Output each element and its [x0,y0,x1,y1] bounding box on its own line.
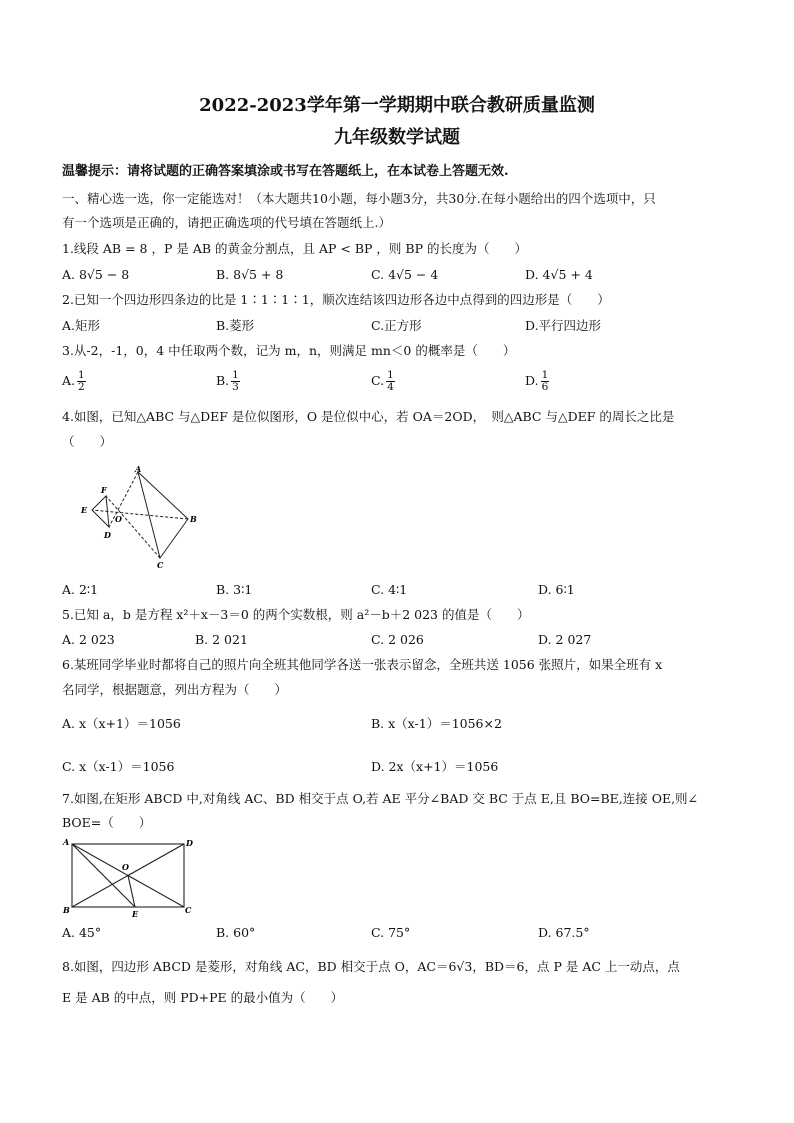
q7-option-d: D. 67.5° [538,925,590,940]
q6-option-b: B. x（x-1）＝1056×2 [371,716,502,731]
question-8-stem: 8.如图，四边形 ABCD 是菱形，对角线 AC，BD 相交于点 O，AC＝6√3，BD＝6，点 P 是 AC 上一动点，点 [62,959,680,974]
q2-option-d: D.平行四边形 [525,318,602,333]
q6-option-a: A. x（x+1）＝1056 [62,716,181,731]
q6-option-d: D. 2x（x+1）＝1056 [371,759,499,774]
question-6-stem-cont: 名同学，根据题意，列出方程为（ ） [62,682,288,697]
q6-option-c: C. x（x-1）＝1056 [62,759,175,774]
label-b: B [190,514,197,524]
q4-option-d: D. 6∶1 [538,582,575,597]
q5-option-c: C. 2 026 [371,632,424,647]
q4-option-b: B. 3∶1 [216,582,253,597]
label-d: D [104,530,111,540]
q7-option-b: B. 60° [216,925,256,940]
exam-subtitle: 九年级数学试题 [334,127,460,148]
label-o: O [115,514,122,524]
q3-option-b-fraction: $\frac{1}{3}$ [232,369,239,393]
question-6-stem: 6.某班同学毕业时都将自己的照片向全班其他同学各送一张表示留念，全班共送 1056 张照片，如果全班有 x [62,657,663,672]
question-2-stem: 2.已知一个四边形四条边的比是 1∶1∶1∶1，顺次连结该四边形各边中点得到的四边形是（ ） [62,292,610,307]
question-3-stem: 3.从-2，-1，0，4 中任取两个数，记为 m，n，则满足 mn＜0 的概率是（ ） [62,343,516,358]
bisector-ae [72,844,135,907]
q7-option-a: A. 45° [62,925,102,940]
q3-option-a-fraction: $\frac{1}{2}$ [78,369,85,393]
q3-option-d-fraction: $\frac{1}{6}$ [541,369,549,393]
q1-option-c: C. 4√5 − 4 [371,267,439,282]
q3-option-c-label: C. [371,373,385,388]
q1-option-b: B. 8√5 + 8 [216,267,284,282]
question-8-stem-cont: E 是 AB 的中点，则 PD+PE 的最小值为（ ） [62,990,344,1005]
q7-option-c: C. 75° [371,925,411,940]
q3-option-d-label: D. [525,373,539,388]
q3-option-c-fraction: $\frac{1}{4}$ [387,369,394,393]
q2-option-b: B.菱形 [216,318,255,333]
q3-option-a-label: A. [62,373,76,388]
question-7-stem: 7.如图,在矩形 ABCD 中,对角线 AC、BD 相交于点 O,若 AE 平分∠BAD 交 BC 于点 E,且 BO=BE,连接 OE,则∠ [62,791,699,806]
q4-homothety-figure [70,462,200,570]
q3-option-c [371,370,395,393]
section-instructions-line1: 一、精心选一选，你一定能选对！（本大题共10小题，每小题3分，共30分.在每小题给出的四个选项中，只 [62,191,656,206]
label-o: O [122,862,129,872]
question-1-stem: 1.线段 AB = 8 ，P 是 AB 的黄金分割点，且 AP < BP ，则 BP 的长度为（ ） [62,241,527,256]
exam-title: 2022-2023学年第一学期期中联合教研质量监测 [199,95,595,116]
q2-option-c: C.正方形 [371,318,422,333]
label-c: C [157,560,164,570]
label-c: C [185,905,192,915]
question-5-stem: 5.已知 a，b 是方程 x²＋x－3＝0 的两个实数根，则 a²－b＋2 023 的值是（ ） [62,607,530,622]
label-e: E [81,505,88,515]
q3-option-b [216,370,240,393]
question-4-stem: 4.如图，已知△ABC 与△DEF 是位似图形，O 是位似中心，若 OA＝2OD， 则△ABC 与△DEF 的周长之比是 [62,409,675,424]
question-7-stem-cont: BOE=（ ） [62,815,152,830]
q3-option-a [62,370,86,393]
q4-option-a: A. 2∶1 [62,582,99,597]
q5-option-b: B. 2 021 [195,632,248,647]
label-f: F [101,485,107,495]
q5-option-a: A. 2 023 [62,632,115,647]
label-a: A [63,837,70,847]
section-instructions-line2: 有一个选项是正确的，请把正确选项的代号填在答题纸上.） [62,215,391,230]
q5-option-d: D. 2 027 [538,632,592,647]
notice: 温馨提示：请将试题的正确答案填涂或书写在答题纸上，在本试卷上答题无效. [62,164,509,179]
q2-option-a: A.矩形 [62,318,101,333]
segment-oe [128,876,135,908]
q1-option-a: A. 8√5 − 8 [62,267,130,282]
label-b: B [63,905,70,915]
q3-option-d [525,370,549,393]
label-d: D [186,838,193,848]
question-4-stem-cont: （ ） [62,434,113,449]
label-a: A [135,464,142,474]
q3-option-b-label: B. [216,373,230,388]
q7-rectangle-figure [60,836,196,918]
q4-option-c: C. 4∶1 [371,582,408,597]
q1-option-d: D. 4√5 + 4 [525,267,593,282]
label-e: E [132,909,139,918]
